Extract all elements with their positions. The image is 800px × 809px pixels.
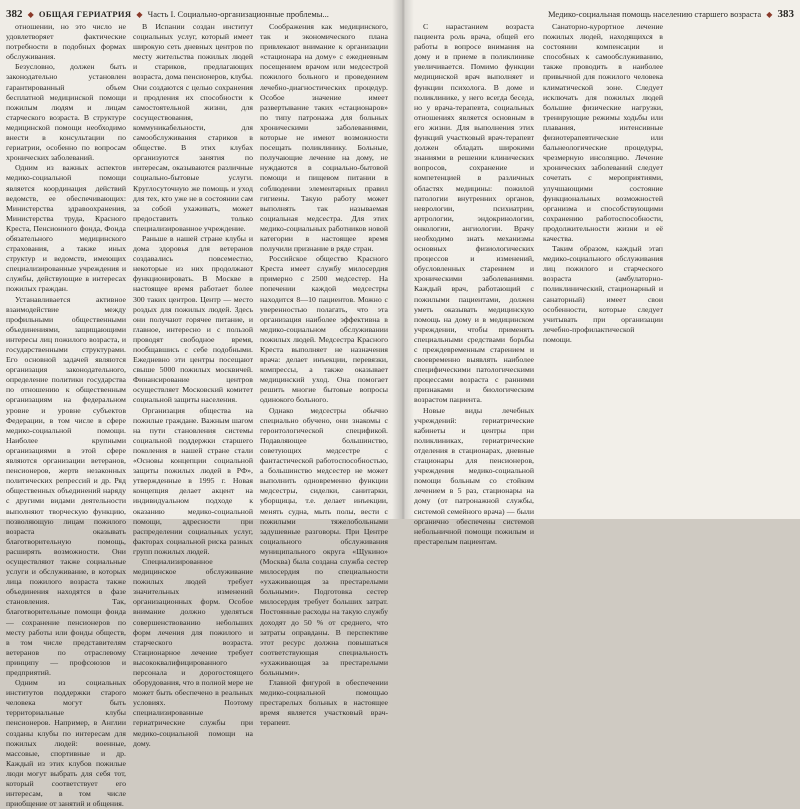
left-column-3: [260, 22, 388, 728]
left-page-header: [6, 6, 392, 22]
header-diamond-icon: ◆: [27, 10, 34, 19]
paragraph: Раньше в нашей стране клубы и дома здоровья для ветеранов создавались повсеместно, некоторые из них продолжают функционировать. В Москве в настоящее время работает более 300 таких центров. Центр — место роздых для пожилых людей. Здесь они получают горячее питание, и главное, интересно и с пользой проводят свободное время, пообщавшись с себе подобными. Ежедневно эти центры посещают свыше 5000 пожилых москвичей. Финансирование центров осуществляет Московский комитет социальной защиты населения.: [133, 233, 253, 405]
right-running-title: Медико-социальная помощь населению старшего возраста: [547, 9, 762, 19]
right-page-header: [412, 6, 794, 22]
header-diamond-icon: ◆: [766, 10, 773, 19]
paragraph: Специализированное медицинское обслуживание пожилых людей требует значительных изменений организационных форм. Особое внимание должно уделяться совершенствованию небольших форм лечения для пожилого и старческого возраста. Стационарное лечение требует высококвалифицированного персонала и дорогостоящего оборудования, что в полной мере не может быть обеспечено в реальных условиях. Поэтому специализированные гериатрические службы при медико-социальной помощи на дому.: [133, 556, 253, 748]
left-page-number: 382: [6, 8, 23, 20]
right-column-2: [543, 22, 663, 513]
paragraph: Одним из социальных институтов поддержки старого человека могут быть территориальные клубы пенсионеров. Например, в Англии созданы клубы по интересам для пожилых людей: военные, массовые, спортивные и др. Каждый из этих клубов пожилые люди могут выбрать для себя тот, который соответствует его интересам, в том числе приобщение от занятий и общения.: [6, 678, 126, 809]
left-column-2: [133, 22, 253, 748]
paragraph: Устанавливается активное взаимодействие между профильными общественными объединениями, защищающими интересы лиц пожилого возраста, и государственными структурами. Его основной задачей являются организация законодательного, определение политики государства по отношению к общественным организациям на федеральном уровне и уровне субъектов Федерации, в том числе в сфере медико-социальной помощи. Наиболее крупными организациями в этой сфере являются организации ветеранов, пенсионеров, жертв незаконных политических репрессий и др. Ряд общественных объединений наряду с другими видами деятельности выполняют творческую функцию, позволяющую лицам пожилого возраста оказывать благотворительную помощь, расширять возможности. Они осуществляют также социальные услуги и обслуживание, в которых лица пожилого возраста также объединения находятся в фазе становления. Так, благотворительные помощи фонда — сохранение пенсионеров по месту работы или фонды обществ, в том числе представителям ветеранов по отраслевому принципу — профсоюзов и предприятий.: [6, 294, 126, 677]
paragraph: Российское общество Красного Креста имеет службу милосердия примерно с 2500 медсестер. На попечении каждой медсестры находится 8—10 пациентов. Можно с уверенностью полагать, что эта организация наиболее эффективна в медико-социальном обслуживании пожилых людей. Медсестра Красного Креста выполняет не назначения врача: делает инъекции, перевязки, компрессы, а также оказывает медицинский уход. Она помогает решить многие бытовые вопросы одинокого больного.: [260, 254, 388, 405]
paragraph: Новые виды лечебных учреждений: гериатрические кабинеты и центры при поликлиниках, гериатрические отделения в стационарах, дневные стационары для пенсионеров, учреждения медико-социальной помощи больным со стойким лечением в 5 раз, стационары на дому (от патронажной службы, системой семейного врача) — были органично обеспечены системой небольничной помощи пожилым и престарелым пациентам.: [414, 405, 534, 546]
paragraph: В Испании создан институт социальных услуг, который имеет широкую сеть дневных центров по месту жительства пожилых людей и стариков, предлагающих возраста, дома пенсионеров, клубы. Они создаются с целью сохранения и продления их способности к самостоятельной жизни, для сосуществования, коммуникабельности, для самообслуживания стариков в обществе. В этих клубах организуются занятия по интересам, оказываются различные социально-бытовые услуги. Круглосуточную же помощь и уход для тех, кто уже не в состоянии сам за собой ухаживать, может предоставить только специализированное учреждение.: [133, 22, 253, 233]
left-column-1: [6, 22, 126, 809]
paragraph: Главной фигурой в обеспечении медико-социальной помощью престарелых больных в настоящее время является участковый врач-терапевт.: [260, 678, 388, 728]
paragraph: Соображения как медицинского, так и экономического плана привлекают внимание к организации «стационара на дому» с ежедневным посещением врачом или медсестрой пожилого больного и проведением лечебно-диагностических процедур. Особое значение имеет развертывание таких «стационаров» по типу патронажа для больных хроническими заболеваниями, которые не имеют возможности посещать поликлинику. Больные, получающие лечение на дому, не нуждаются в социально-бытовой помощи и пищевом питании в соблюдении элементарных правил гигиены. Такую работу может выполнять так называемая социальная медсестра. Для этих медико-социальных работников новой категории в настоящее время получили признание в ряде стран.: [260, 22, 388, 254]
paragraph: Одним из важных аспектов медико-социальной помощи является координация действий ведомств, ее обеспечивающих: Министерства здравоохранения, Министерства труда, Красного Креста, Пенсионного фонда, Фонда обязательного медицинского страхования, а также иных структур и ведомств, имеющих специализированные учреждения и службы, действующие в интересах пожилых граждан.: [6, 163, 126, 294]
right-column-1: [414, 22, 534, 546]
left-running-title: ОБЩАЯ ГЕРИАТРИЯ: [38, 9, 132, 19]
paragraph: Однако медсестры обычно специально обучено, они знакомы с геронтологической спецификой. Подавляющее большинство, советующих медсестре с фантастической работоспособностью, а большинство медсестер не может выполнить одновременно функции медсестры, сиделки, санитарки, уборщицы, т.е. делает инъекции, менять судна, мыть полы, вести с пожилыми тяжелобольными задушевные разговоры. При Центре социального обслуживания муниципального округа «Щукино» (Москва) была создана служба сестер милосердия по специальности «ухаживающая за престарелыми больными». Подготовка сестер милосердия требует больших затрат. Постоянные расходы на такую службу доходят до 50 % от среднего, что затраты оправданы. В перспективе этот ресурс должна повышаться соответствующая специальность «ухаживающая за престарелыми больными».: [260, 405, 388, 677]
paragraph: Санаторно-курортное лечение пожилых людей, находящихся в состоянии компенсации и способных к самообслуживанию, также проводить в наиболее привычной для пожилого человека климатической зоне. Следует исключать для пожилых людей большие физические нагрузки, тренирующие режимы ходьбы или плавания, интенсивные физиотерапевтические или бальнеологические процедуры, чрезмерную инсоляцию. Лечение хронических заболеваний следует сочетать с мероприятиями, улучшающими состояние функциональных возможностей организма и способствующими сохранению работоспособности, продолжительности жизни и её качества.: [543, 22, 663, 243]
right-page-number: 383: [777, 8, 794, 20]
header-diamond-icon: ◆: [136, 10, 143, 19]
paragraph: Таким образом, каждый этап медико-социального обслуживания лиц пожилого и старческого возраста (амбулаторно-поликлинический, стационарный и санаторный) имеет свои особенности, которые следует учитывать при организации лечебно-профилактической помощи.: [543, 244, 663, 344]
right-page: [402, 0, 800, 546]
paragraph: С нарастанием возраста пациента роль врача, общей его работы в вопросе внимания на дому и в приеме в поликлинике увеличивается. Помимо функции медицинской врач выполняет и функции психолога. В доме и поликлинике, у него всегда беседа, но у врача-терапевта, социальных отношениях является основным в его жизни. Для выполнения этих функций участковый врач-терапевт должен обладать широкими знаниями в решении клинических вопросов, сохранение и компетенцией в различных областях медицины: пожилой патологии внутренних органов, неврологии, психиатрии, артрологии, эндокринологии, онкологии, ангиологии. Врачу необходимо знать механизмы основных физиологических процессов и изменений, обусловленных старением и хроническими заболеваниями. Каждый врач, работающий с пожилыми пациентами, должен уметь оказывать медицинскую помощь на дому и в медицинском учреждении, чтобы применять специальными средствами борьбы с преждевременным старением и своевременно выявлять наиболее специфическими патологическими процессами возраста с ранними признаками и биологическим возрастом пациента.: [414, 22, 534, 405]
paragraph: отношении, но это число не удовлетворяет фактические потребности в подобных формах обслуживания.: [6, 22, 126, 62]
left-part-label: Часть I. Социально-организационные проблемы...: [147, 9, 329, 19]
paragraph: Безусловно, должен быть законодательно установлен гарантированный объем бесплатной медицинской помощи пожилым людям и лицам старческого возраста. В структуре медицинской помощи необходимо внести в консультации по гериатрии, особенно по вопросам хронических заболеваний.: [6, 62, 126, 163]
paragraph: Организация общества на пожилые граждане. Важным шагом на пути становления системы социальной поддержки старшего поколения в нашей стране стали «Основы концепции социальной защиты пожилых людей в РФ», утвержденные в 1995 г. Новая концепция делает акцент на индивидуальном подходе к оказанию медико-социальной помощи, адресности при распределении социальных услуг, факторах социальной риска разных групп пожилых людей.: [133, 405, 253, 556]
